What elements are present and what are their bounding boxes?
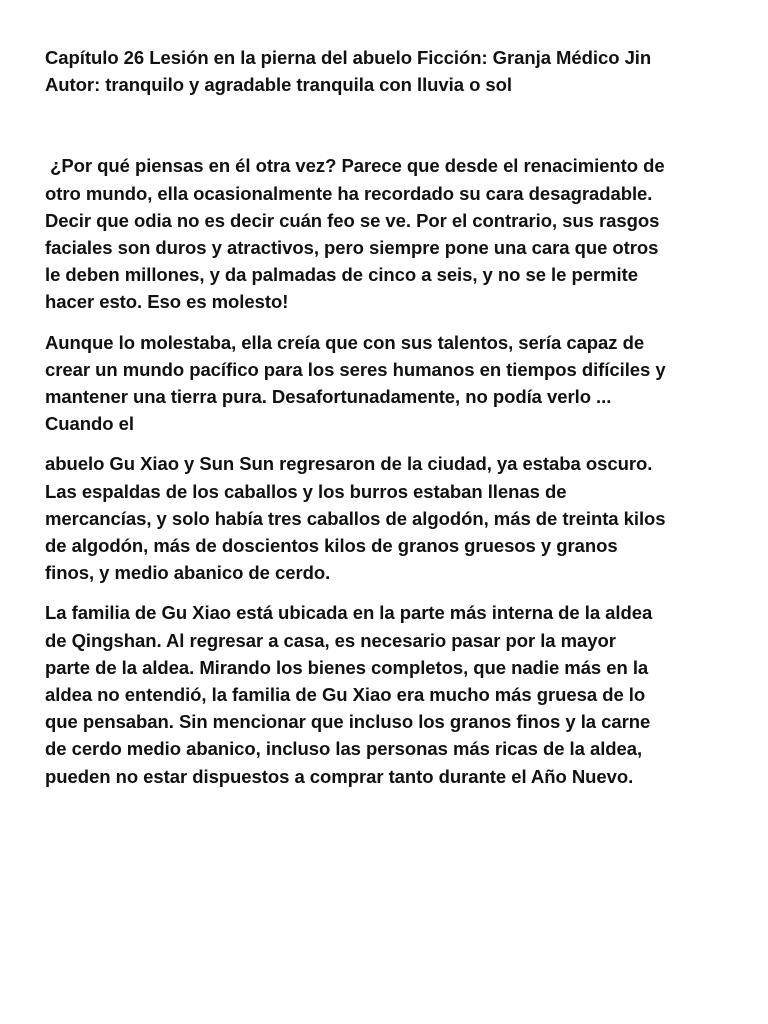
text-line: La familia de Gu Xiao está ubicada en la parte más interna de la aldea: [45, 602, 653, 624]
text-line: crear un mundo pacífico para los seres humanos en tiempos difíciles y: [45, 358, 666, 380]
text-line: que pensaban. Sin mencionar que incluso los granos finos y la carne: [45, 711, 651, 733]
text-line: pueden no estar dispuestos a comprar tanto durante el Año Nuevo.: [45, 765, 634, 787]
header-spacer: [45, 98, 745, 152]
text-line: mantener una tierra pura. Desafortunadamente, no podía verlo ...: [45, 386, 612, 408]
text-line: hacer esto. Eso es molesto!: [45, 291, 289, 313]
text-line: de algodón, más de doscientos kilos de granos gruesos y granos: [45, 535, 618, 557]
document-page: [45, 44, 745, 803]
paragraph-4: [45, 599, 745, 789]
paragraph-3: [45, 450, 745, 586]
text-line: faciales son duros y atractivos, pero siempre pone una cara que otros: [45, 237, 659, 259]
text-line: abuelo Gu Xiao y Sun Sun regresaron de la ciudad, ya estaba oscuro.: [45, 453, 653, 475]
text-line: Las espaldas de los caballos y los burros estaban llenas de: [45, 480, 567, 502]
text-line: aldea no entendió, la familia de Gu Xiao era mucho más gruesa de lo: [45, 684, 646, 706]
text-line: ¿Por qué piensas en él otra vez? Parece que desde el renacimiento de: [45, 155, 665, 177]
text-line: de cerdo medio abanico, incluso las personas más ricas de la aldea,: [45, 738, 643, 760]
paragraph-2: [45, 329, 745, 438]
text-line: mercancías, y solo había tres caballos de algodón, más de treinta kilos: [45, 507, 666, 529]
text-line: de Qingshan. Al regresar a casa, es necesario pasar por la mayor: [45, 629, 616, 651]
text-line: Cuando el: [45, 413, 134, 435]
document-header: [45, 44, 745, 98]
text-line: Decir que odia no es decir cuán feo se ve. Por el contrario, sus rasgos: [45, 209, 660, 231]
chapter-title: Capítulo 26 Lesión en la pierna del abuelo Ficción: Granja Médico Jin: [45, 47, 652, 68]
text-line: otro mundo, ella ocasionalmente ha recordado su cara desagradable.: [45, 182, 653, 204]
text-line: parte de la aldea. Mirando los bienes completos, que nadie más en la: [45, 656, 649, 678]
paragraph-1: [45, 152, 745, 315]
author-line: Autor: tranquilo y agradable tranquila con lluvia o sol: [45, 74, 513, 96]
text-line: le deben millones, y da palmadas de cinco a seis, y no se le permite: [45, 264, 638, 286]
text-line: finos, y medio abanico de cerdo.: [45, 562, 331, 584]
text-line: Aunque lo molestaba, ella creía que con sus talentos, sería capaz de: [45, 331, 645, 353]
